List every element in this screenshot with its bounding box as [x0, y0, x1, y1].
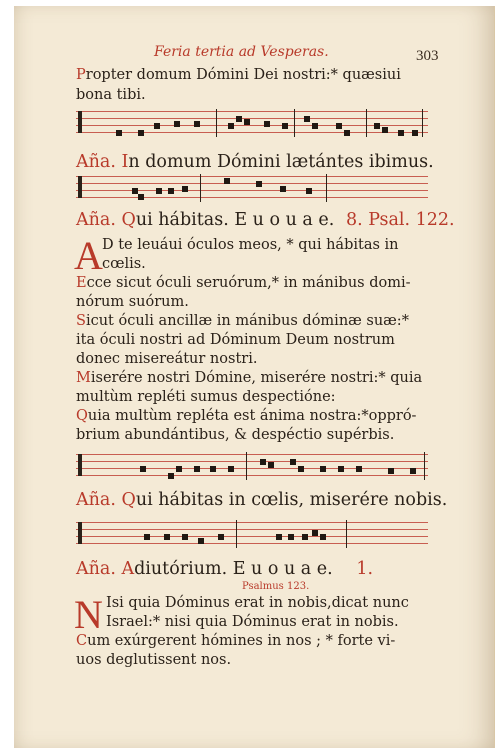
initial: S	[76, 313, 86, 329]
initial: P	[76, 67, 86, 83]
line-text: uos deglutissent nos.	[76, 652, 232, 668]
music-staff	[76, 520, 428, 548]
line-text: Isi quia Dóminus erat in nobis,dicat nunc	[106, 595, 409, 611]
line-text: ui hábitas. E u o u a e.	[135, 210, 335, 230]
psalm-tone: 1.	[356, 559, 374, 579]
line-text: cce sicut óculi seruórum,* in mánibus domi-	[86, 275, 411, 291]
folio-number: 303	[416, 48, 439, 64]
line-text: ui hábitas in cœlis, miserére nobis.	[135, 490, 448, 510]
text-line	[106, 615, 399, 630]
running-header: Feria tertia ad Vesperas.	[154, 44, 329, 60]
initial: M	[76, 370, 91, 386]
music-staff	[76, 109, 428, 137]
line-text: ropter domum Dómini Dei nostri:* quæsiui	[85, 67, 401, 83]
text-line	[106, 596, 409, 611]
initial: C	[76, 633, 88, 649]
line-text: icut óculi ancillæ in mánibus dóminæ suæ:*	[85, 313, 409, 329]
line-text: iserére nostri Dómine, miserére nostri:* quia	[90, 370, 423, 386]
text-line	[102, 238, 399, 253]
initial: E	[76, 275, 87, 291]
text-line	[76, 371, 422, 386]
rubric: Aña. A	[76, 559, 135, 579]
line-text: D te leuáui óculos meos, * qui hábitas in	[102, 237, 399, 253]
text-line	[76, 390, 336, 405]
initial: Q	[76, 408, 88, 424]
line-text: diutórium. E u o u a e.	[134, 559, 333, 579]
text-line	[76, 88, 146, 103]
line-text: donec misereátur nostri.	[76, 351, 258, 367]
text-line	[76, 68, 401, 83]
rubric: Aña. Q	[76, 490, 136, 510]
music-staff	[76, 452, 428, 480]
antiphon-line	[76, 492, 447, 510]
line-text: cœlis.	[102, 256, 146, 272]
text-line	[76, 428, 394, 443]
line-text: brium abundántibus, & despéctio supérbis.	[76, 427, 395, 443]
line-text: ita óculi nostri ad Dóminum Deum nostrum	[76, 332, 395, 348]
text-line	[76, 314, 409, 329]
line-text: um exúrgerent hómines in nos ; * forte vi-	[87, 633, 396, 649]
antiphon-line	[76, 154, 434, 172]
drop-cap: A	[74, 233, 103, 278]
text-line	[76, 295, 189, 310]
text-line	[76, 352, 257, 367]
text-line	[76, 409, 416, 424]
line-text: bona tibi.	[76, 87, 146, 103]
psalm-tone: 8. Psal. 122.	[345, 210, 455, 230]
antiphon-line	[76, 212, 455, 230]
book-page	[14, 6, 495, 748]
rubric: Aña. Q	[76, 210, 136, 230]
line-text: multùm repléti sumus despectióne:	[76, 389, 336, 405]
text-line	[76, 653, 231, 668]
line-text: Israel:* nisi quia Dóminus erat in nobis.	[106, 614, 399, 630]
drop-cap: N	[74, 592, 103, 637]
psalm-heading: Psalmus 123.	[242, 581, 310, 592]
rubric: Aña. I	[76, 152, 129, 172]
line-text: n domum Dómini lætántes ibimus.	[128, 152, 434, 172]
text-line	[76, 333, 395, 348]
text-line	[102, 257, 146, 272]
line-text: uia multùm repléta est ánima nostra:*oppró-	[87, 408, 417, 424]
antiphon-line	[76, 561, 373, 579]
text-line	[76, 276, 411, 291]
line-text: nórum suórum.	[76, 294, 189, 310]
text-line	[76, 634, 395, 649]
music-staff	[76, 174, 428, 202]
